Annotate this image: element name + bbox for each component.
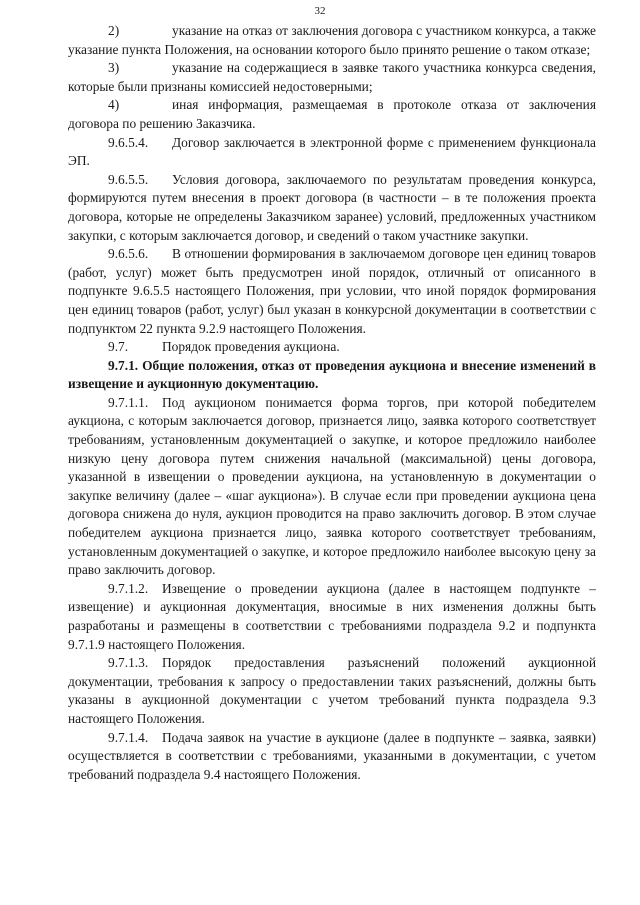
document-body (68, 22, 596, 784)
paragraph-9-7-1-2 (68, 580, 596, 654)
item-number: 2) (108, 23, 120, 38)
section-number: 9.6.5.6. (108, 246, 149, 262)
paragraph-text: Под аукционом понимается форма торгов, при которой победителем аукциона, с которым заключается договор, признается лицо, заявка которого соответствует требованиям, установленным документацией о закупке, и которое предложило наиболее низкую цену договора путем снижения начальной (максимальной) цены договора, указанной в извещении о проведении аукциона, на установленную в документации о закупке величину (далее – «шаг аукциона»). В случае если при проведении аукциона цена договора снижена до нуля, аукцион проводится на право заключить договор. В этом случае победителем аукциона признается лицо, заявка которого соответствует требованиям, установленным документацией о закупке, и которое предложило наиболее высокую цену за право заключить договор. (68, 394, 596, 578)
paragraph-item-3 (68, 59, 596, 96)
paragraph-9-7-1-1 (68, 394, 596, 580)
paragraph-9-6-5-6 (68, 245, 596, 338)
section-number: 9.7.1.1. (108, 394, 149, 410)
section-number: 9.6.5.5. (108, 171, 149, 187)
paragraph-text: Порядок предоставления разъяснений положений аукционной документации, требования к запросу о предоставлении таких разъяснений, должны быть указаны в аукционной документации с учетом требований пункта подраздела 9.3 настоящего Положения. (68, 655, 596, 726)
item-number: 4) (108, 97, 120, 113)
paragraph-9-6-5-4 (68, 134, 596, 171)
paragraph-9-7-1-4 (68, 729, 596, 785)
section-number: 9.7.1.2. (108, 580, 149, 596)
paragraph-text: указание на содержащиеся в заявке такого участника конкурса сведения, которые были признаны комиссией недостоверными; (68, 60, 596, 94)
paragraph-text: Условия договора, заключаемого по результатам проведения конкурса, формируются путем внесения в проект договора (в частности – в те положения проекта договора, которые не определены Заказчиком заранее) условий, предложенных участником закупки, с которым заключается договор, и сведений о таком участнике закупки. (68, 171, 596, 243)
paragraph-text: Подача заявок на участие в аукционе (далее в подпункте – заявка, заявки) осуществляется в соответствии с требованиями, указанными в документации, с учетом требований подраздела 9.4 настоящего Положения. (68, 729, 596, 782)
paragraph-item-2 (68, 22, 596, 59)
paragraph-9-7-1-3 (68, 654, 596, 728)
paragraph-item-4 (68, 96, 596, 133)
paragraph-text: иная информация, размещаемая в протоколе отказа от заключения договора по решению Заказчика. (68, 97, 596, 131)
paragraph-text: Порядок проведения аукциона. (162, 339, 340, 355)
section-heading-text: Общие положения, отказ от проведения аукциона и внесение изменений в извещение и аукционную документацию. (68, 357, 596, 392)
section-heading-9-7-1 (68, 357, 596, 394)
paragraph-text: Извещение о проведении аукциона (далее в настоящем подпункте – извещение) и аукционная документация, вносимые в них изменения должны быть разработаны и размещены в соответствии с требованиями подраздела 9.2 и подпункта 9.7.1.9 настоящего Положения. (68, 580, 596, 652)
section-number: 9.7. (108, 339, 129, 355)
section-number: 9.6.5.4. (108, 134, 149, 150)
section-number: 9.7.1.3. (108, 655, 149, 671)
paragraph-text: указание на отказ от заключения договора с участником конкурса, а также указание пункта Положения, на основании которого было принято решение о таком отказе; (68, 23, 596, 57)
paragraph-9-6-5-5 (68, 171, 596, 245)
paragraph-9-7 (68, 338, 596, 357)
section-number: 9.7.1. (108, 357, 139, 373)
page-number: 32 (314, 5, 326, 17)
section-number: 9.7.1.4. (108, 729, 149, 745)
item-number: 3) (108, 60, 120, 76)
paragraph-text: Договор заключается в электронной форме с применением функционала ЭП. (68, 134, 596, 169)
paragraph-text: В отношении формирования в заключаемом договоре цен единиц товаров (работ, услуг) может быть предусмотрен иной порядок, отличный от описанного в подпункте 9.6.5.5 настоящего Положения, при условии, что иной порядок формирования цен единиц товаров (работ, услуг) был указан в конкурсной документации в соответствии с подпунктом 22 пункта 9.2.9 настоящего Положения. (68, 246, 596, 336)
